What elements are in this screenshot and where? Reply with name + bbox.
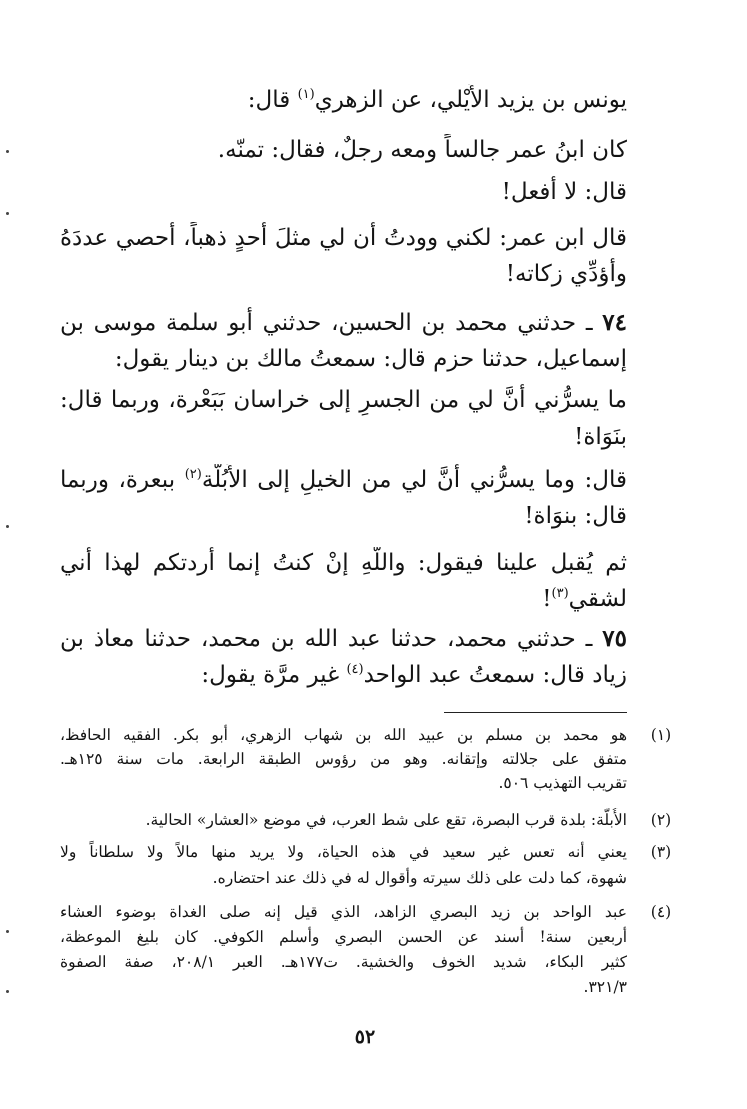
scan-speck — [6, 150, 9, 153]
text-line: قال ابن عمر: لكني وودتُ أن لي مثلَ أُحدٍ ذهباً، أحصي عددَهُ — [60, 225, 627, 251]
footnote-ref[interactable]: (٣) — [551, 586, 569, 601]
text-line: إسماعيل، حدثنا حزم قال: سمعتُ مالك بن دينار يقول: — [114, 346, 627, 372]
footnote-line: أربعين سنة! أسند عن الحسن البصري وأسلم الكوفي. كان بليغ الموعظة، — [60, 928, 627, 946]
scan-speck — [6, 525, 9, 528]
footnote-number: (٤) — [650, 903, 672, 921]
text-line: قال: بنوَاة! — [524, 503, 627, 529]
text-line: لشقي$^{(٣)}$! — [542, 586, 627, 612]
footnote-line: متفق على جلالته وإتقانه. وهو من رؤوس الطبقة الرابعة. مات سنة ١٢٥هـ. — [60, 750, 627, 768]
footnote-line: الأُبلَّة: بلدة قرب البصرة، تقع على شط العرب، في موضع «العشار» الحالية. — [145, 811, 627, 829]
text-line: ثم يُقبل علينا فيقول: واللّهِ إنْ كنتُ إنما أردتكم لهذا أني — [60, 550, 627, 576]
footnote-line: شهوة، كما دلت على ذلك سيرته وأقوال له في ذلك عند احتضاره. — [212, 869, 627, 887]
footnote-number: (٣) — [650, 843, 672, 861]
footnote-line: عبد الواحد بن زيد البصري الزاهد، الذي قيل إنه صلى الغداة بوضوء العشاء — [60, 903, 627, 921]
footnote-number: (١) — [650, 726, 672, 744]
footnote-line: هو محمد بن مسلم بن عبيد الله بن شهاب الزهري، أبو بكر. الفقيه الحافظ، — [60, 726, 627, 744]
scan-speck — [6, 930, 9, 933]
text-line: يونس بن يزيد الأَيْلي، عن الزهري$^{(١)}$ قال: — [247, 87, 627, 113]
text-line: بنَوَاة! — [574, 424, 627, 450]
scan-speck — [6, 990, 9, 993]
footnote-line: ٣٢١/٣. — [583, 978, 627, 996]
text-line: ما يسرُّني أنَّ لي من الجسرِ إلى خراسان بَبَعْرة، وربما قال: — [60, 387, 627, 413]
footnote-line: يعني أنه تعس غير سعيد في هذه الحياة، ولا يريد منها مالاً ولا سلطاناً ولا — [60, 843, 627, 861]
footnote-ref[interactable]: (٢) — [184, 467, 202, 482]
footnote-line: تقريب التهذيب ٥٠٦. — [498, 774, 627, 792]
text-line: قال: وما يسرُّني أنَّ لي من الخيلِ إلى الأُبُلَّة$^{(٢)}$ ببعرة، وربما — [60, 467, 627, 493]
footnote-ref[interactable]: (٤) — [346, 662, 364, 677]
footnote-number: (٢) — [650, 811, 672, 829]
footnote-ref[interactable]: (١) — [297, 87, 315, 102]
scan-speck — [6, 212, 9, 215]
footnote-line: كثير البكاء، شديد الخوف والخشية. ت١٧٧هـ. العبر ٢٠٨/١، صفة الصفوة — [60, 953, 627, 971]
text-line: ٧٥ ـ حدثني محمد، حدثنا عبد الله بن محمد، حدثنا معاذ بن — [60, 625, 627, 652]
footnote-separator — [444, 712, 627, 713]
text-line: قال: لا أفعل! — [501, 179, 627, 205]
hadith-number: ٧٤ — [602, 309, 627, 336]
text-line: كان ابنُ عمر جالساً ومعه رجلٌ، فقال: تمنّه. — [217, 137, 627, 163]
page-number: ٥٢ — [354, 1026, 376, 1048]
hadith-number: ٧٥ — [602, 625, 627, 652]
text-line: ٧٤ ـ حدثني محمد بن الحسين، حدثني أبو سلمة موسى بن — [60, 309, 627, 336]
text-line: زياد قال: سمعتُ عبد الواحد$^{(٤)}$ غير مرَّة يقول: — [201, 662, 627, 688]
text-line: وأؤدِّي زكاته! — [505, 261, 627, 287]
